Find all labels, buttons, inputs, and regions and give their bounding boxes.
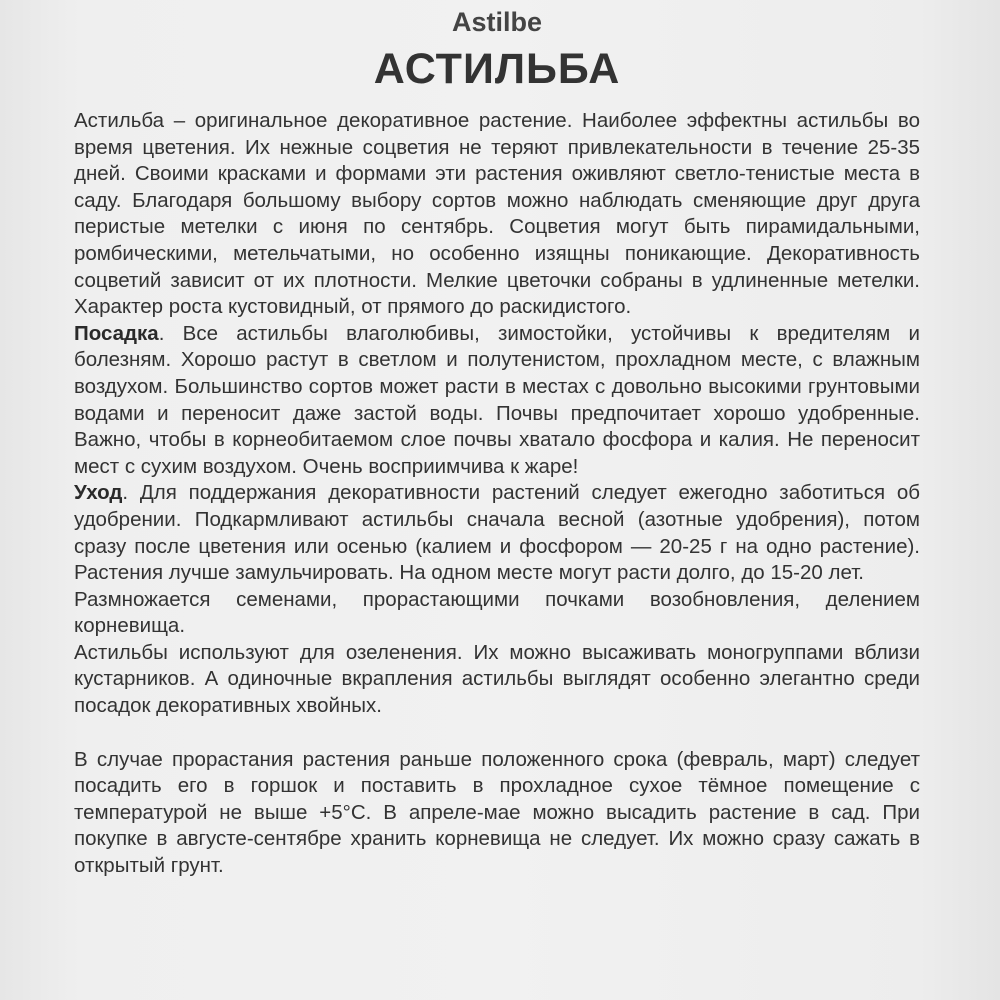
latin-title: Astilbe xyxy=(451,7,543,37)
planting-paragraph xyxy=(74,321,920,481)
care-text: . Для поддержания декоративности растений следует ежегодно заботиться об удобрении. Подкармливают астильбы сначала весной (азотные удобрения), потом сразу после цветения или осенью (калием и фосфором — 20-25 г на одно растение). Растения лучше замульчировать. На одном месте могут расти долго, до 15-20 лет. xyxy=(74,481,920,585)
propagation-paragraph: Размножается семенами, прорастающими почками возобновления, делением корневища. xyxy=(74,587,920,638)
care-paragraph xyxy=(74,480,920,586)
paragraph-spacer xyxy=(74,720,920,747)
care-heading: Уход xyxy=(74,481,123,505)
page-title: АСТИЛЬБА xyxy=(373,45,621,93)
document-content xyxy=(74,6,920,880)
usage-paragraph: Астильбы используют для озеленения. Их можно высаживать моногруппами вблизи кустарников. А одиночные вкрапления астильбы выглядят особенно элегантно среди посадок декоративных хвойных. xyxy=(74,640,920,718)
intro-paragraph: Астильба – оригинальное декоративное растение. Наиболее эффектны астильбы во время цветения. Их нежные соцветия не теряют привлекательности в течение 25-35 дней. Своими красками и формами эти растения оживляют светло-тенистые места в саду. Благодаря большому выбору сортов можно наблюдать сменяющие друг друга перистые метелки с июня по сентябрь. Соцветия могут быть пирамидальными, ромбическими, метельчатыми, но особенно изящны поникающие. Декоративность соцветий зависит от их плотности. Мелкие цветочки собраны в удлиненные метелки. Характер роста кустовидный, от прямого до раскидистого. xyxy=(74,109,920,319)
storage-paragraph: В случае прорастания растения раньше положенного срока (февраль, март) следует посадить его в горшок и поставить в прохладное сухое тёмное помещение с температурой не выше +5°С. В апреле-мае можно высадить растение в сад. При покупке в августе-сентябре хранить корневища не следует. Их можно сразу сажать в открытый грунт. xyxy=(74,747,920,878)
planting-heading: Посадка xyxy=(74,321,159,345)
planting-text: . Все астильбы влаголюбивы, зимостойки, устойчивы к вредителям и болезням. Хорошо растут в светлом и полутенистом, прохладном месте, с влажным воздухом. Большинство сортов может расти в местах с довольно высокими грунтовыми водами и переносит даже застой воды. Почвы предпочитает хорошо удобренные. Важно, чтобы в корнеобитаемом слое почвы хватало фосфора и калия. Не переносит мест с сухим воздухом. Очень восприимчива к жаре! xyxy=(74,321,920,478)
